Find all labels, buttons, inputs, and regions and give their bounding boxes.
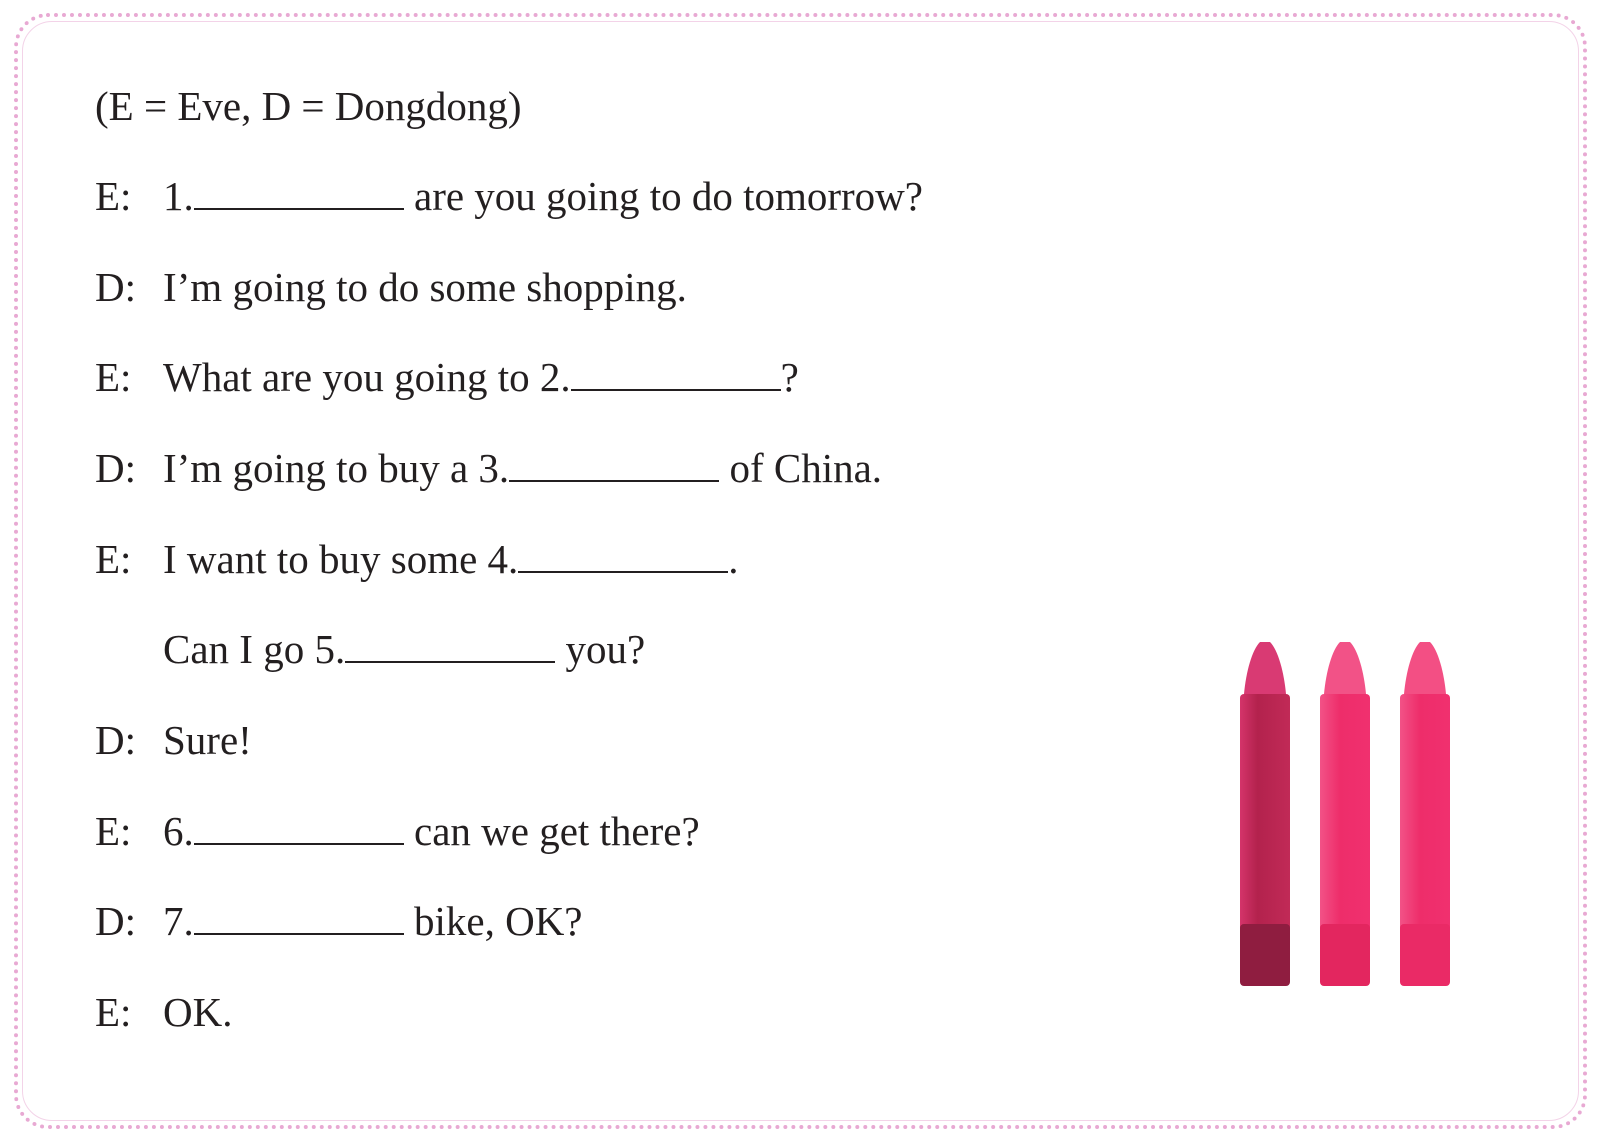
answer-blank-6[interactable] [194,813,404,845]
line-suffix: . [728,536,739,582]
dialogue-line-4 [95,445,883,491]
line-text: Sure! [163,717,252,763]
line-suffix: are you going to do tomorrow? [414,173,923,219]
speaker-label: E: [95,808,132,854]
line-prefix: 1. [163,173,194,219]
dialogue-line-9 [95,898,583,944]
line-prefix: What are you going to 2. [163,354,571,400]
answer-blank-7[interactable] [194,903,404,935]
line-suffix: bike, OK? [414,898,583,944]
speaker-label: E: [95,173,132,219]
speaker-label: D: [95,717,136,763]
dialogue-line-1 [95,173,923,219]
dialogue-line-8 [95,808,700,854]
speaker-label: E: [95,989,132,1035]
crayon-dark [1240,642,1290,986]
answer-blank-2[interactable] [571,359,781,391]
dialogue-line-3 [95,354,799,400]
line-suffix: ? [780,354,799,400]
dialogue-line-7 [95,717,252,763]
line-prefix: I want to buy some 4. [163,536,519,582]
crayon-right [1400,642,1450,986]
speaker-label: D: [95,445,136,491]
line-suffix: of China. [729,445,883,491]
speaker-label: E: [95,354,132,400]
line-suffix: can we get there? [414,808,700,854]
crayon-middle [1320,642,1370,986]
dialogue-key: (E = Eve, D = Dongdong) [95,83,522,129]
answer-blank-3[interactable] [509,450,719,482]
speaker-label: D: [95,898,136,944]
answer-blank-1[interactable] [194,178,404,210]
line-suffix: you? [565,626,646,672]
dialogue-line-5 [95,536,739,582]
speaker-label: E: [95,536,132,582]
crayons-icon [1232,642,1472,1012]
dialogue-line-10 [95,989,233,1035]
answer-blank-4[interactable] [518,541,728,573]
answer-blank-5[interactable] [345,631,555,663]
dialogue-line-2 [95,264,687,310]
line-text: I’m going to do some shopping. [163,264,687,310]
speaker-label: D: [95,264,136,310]
line-prefix: Can I go 5. [163,626,346,672]
line-text: OK. [163,989,233,1035]
line-prefix: I’m going to buy a 3. [163,445,510,491]
line-prefix: 7. [163,898,194,944]
line-prefix: 6. [163,808,194,854]
